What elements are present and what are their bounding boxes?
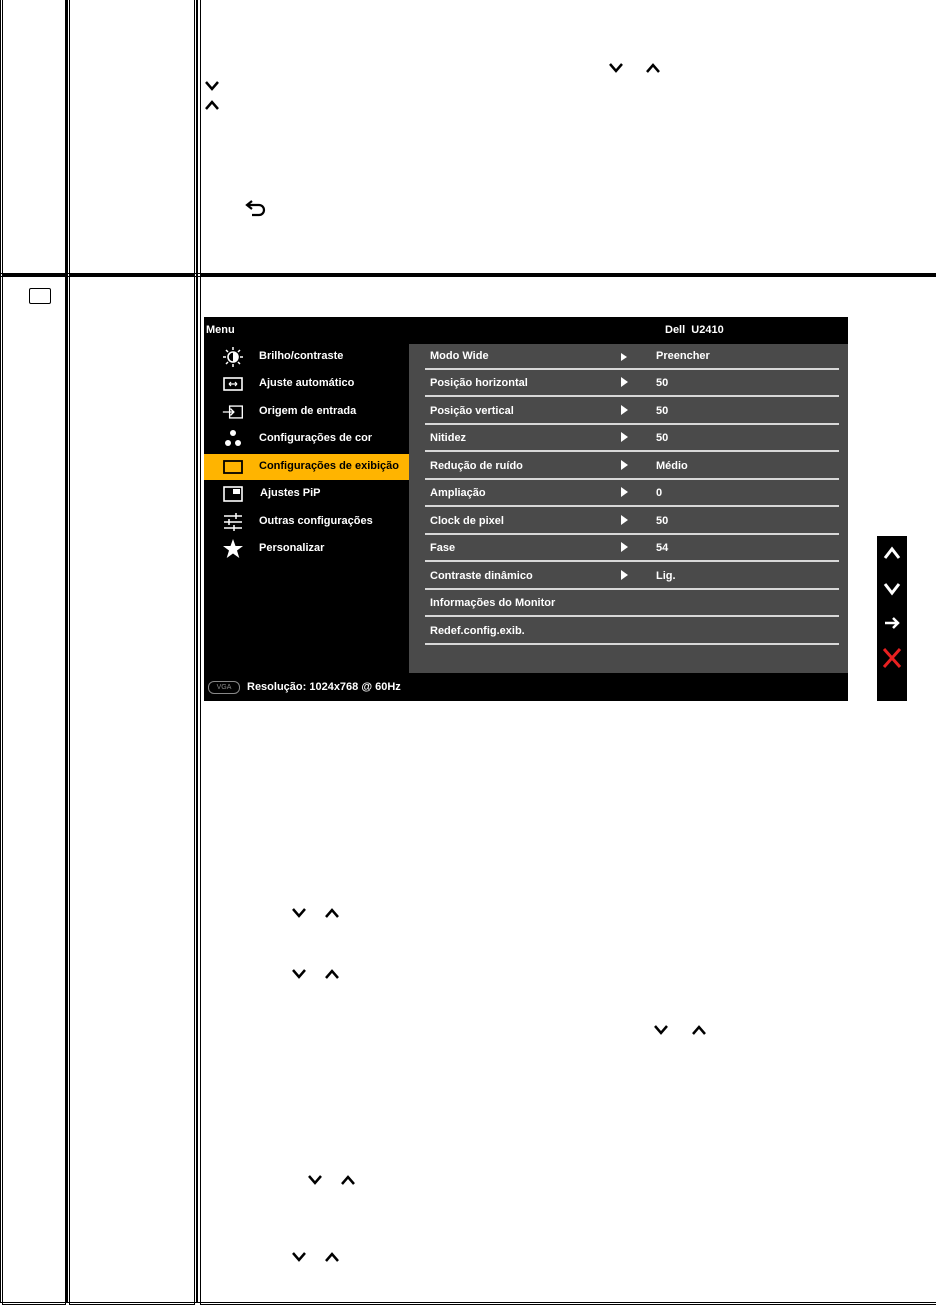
down-icon bbox=[653, 1024, 669, 1036]
menu-item-label: Personalizar bbox=[259, 542, 325, 554]
menu-item-other-settings[interactable] bbox=[204, 509, 409, 535]
osd-footer bbox=[204, 673, 848, 701]
submenu-arrow-icon bbox=[621, 487, 628, 497]
color-settings-icon bbox=[222, 429, 244, 449]
setting-name: Modo Wide bbox=[430, 350, 489, 362]
table-col-1-inner-top bbox=[0, 0, 68, 277]
down-icon bbox=[291, 968, 307, 980]
setting-value: 0 bbox=[656, 487, 663, 499]
star-icon bbox=[222, 539, 244, 559]
setting-row-dynamic-contrast[interactable] bbox=[425, 564, 839, 590]
menu-item-personalize[interactable] bbox=[204, 536, 409, 562]
menu-item-input-source[interactable] bbox=[204, 399, 409, 425]
back-icon bbox=[244, 200, 266, 220]
down-icon bbox=[608, 62, 624, 74]
menu-item-pip[interactable] bbox=[204, 481, 409, 507]
setting-row-vertical-position[interactable] bbox=[425, 399, 839, 425]
pip-icon bbox=[222, 484, 244, 504]
up-icon bbox=[324, 1251, 340, 1263]
setting-value: 50 bbox=[656, 377, 669, 389]
setting-name: Posição vertical bbox=[430, 405, 514, 417]
setting-name: Nitidez bbox=[430, 432, 467, 444]
submenu-arrow-icon bbox=[621, 460, 628, 470]
down-icon bbox=[307, 1174, 323, 1186]
setting-name: Contraste dinâmico bbox=[430, 570, 533, 582]
osd-title: Menu bbox=[206, 324, 235, 336]
menu-item-label: Origem de entrada bbox=[259, 405, 357, 417]
setting-name: Informações do Monitor bbox=[430, 597, 556, 609]
setting-row-horizontal-position[interactable] bbox=[425, 371, 839, 397]
down-icon[interactable] bbox=[882, 580, 902, 598]
down-icon bbox=[291, 907, 307, 919]
table-col-2-inner-bottom bbox=[69, 275, 195, 1305]
display-settings-icon bbox=[222, 457, 244, 477]
setting-value: Médio bbox=[656, 460, 688, 472]
setting-name: Ampliação bbox=[430, 487, 486, 499]
submenu-arrow-icon bbox=[621, 570, 628, 580]
setting-value: 50 bbox=[656, 405, 669, 417]
menu-item-label: Ajustes PiP bbox=[260, 487, 321, 499]
osd-menu bbox=[204, 317, 848, 701]
brightness-icon bbox=[222, 347, 244, 367]
menu-item-label: Brilho/contraste bbox=[259, 350, 344, 362]
up-icon[interactable] bbox=[882, 544, 902, 562]
setting-name: Posição horizontal bbox=[430, 377, 528, 389]
up-icon bbox=[691, 1024, 707, 1036]
down-icon bbox=[204, 80, 220, 92]
down-icon bbox=[291, 1251, 307, 1263]
table-col-3-inner-top bbox=[200, 0, 936, 275]
setting-row-pixel-clock[interactable] bbox=[425, 509, 839, 535]
table-col-1-inner-bottom bbox=[2, 275, 66, 1305]
osd-settings-panel bbox=[409, 344, 848, 673]
auto-adjust-icon bbox=[222, 374, 244, 394]
osd-model: Dell U2410 bbox=[665, 324, 724, 336]
setting-row-monitor-info[interactable] bbox=[425, 591, 839, 617]
submenu-arrow-icon bbox=[621, 405, 628, 415]
menu-item-label: Configurações de exibição bbox=[259, 460, 399, 472]
setting-name: Clock de pixel bbox=[430, 515, 504, 527]
osd-menu-list bbox=[204, 344, 409, 673]
resolution-text: Resolução: 1024x768 @ 60Hz bbox=[247, 681, 401, 693]
up-icon bbox=[340, 1174, 356, 1186]
menu-item-label: Ajuste automático bbox=[259, 377, 355, 389]
menu-item-brightness[interactable] bbox=[204, 344, 409, 370]
setting-value: Lig. bbox=[656, 570, 676, 582]
table-col-2-inner-top bbox=[69, 0, 195, 275]
submenu-arrow-icon bbox=[621, 542, 628, 552]
menu-item-label: Configurações de cor bbox=[259, 432, 373, 444]
display-settings-row-icon bbox=[29, 288, 51, 304]
menu-item-display-settings[interactable] bbox=[204, 454, 409, 480]
osd-button-bar bbox=[877, 536, 907, 701]
setting-row-zoom[interactable] bbox=[425, 481, 839, 507]
vga-icon: VGA bbox=[208, 681, 240, 694]
submenu-arrow-icon bbox=[621, 353, 627, 361]
setting-row-wide-mode[interactable] bbox=[425, 344, 839, 370]
menu-item-auto-adjust[interactable] bbox=[204, 371, 409, 397]
up-icon bbox=[324, 968, 340, 980]
setting-value: 50 bbox=[656, 515, 669, 527]
setting-row-phase[interactable] bbox=[425, 536, 839, 562]
setting-row-noise-reduction[interactable] bbox=[425, 454, 839, 480]
submenu-arrow-icon bbox=[621, 377, 628, 387]
setting-name: Redef.config.exib. bbox=[430, 625, 525, 637]
setting-name: Fase bbox=[430, 542, 456, 554]
setting-value: 50 bbox=[656, 432, 669, 444]
right-arrow-icon[interactable] bbox=[883, 615, 901, 631]
close-icon[interactable] bbox=[882, 647, 902, 669]
up-icon bbox=[645, 62, 661, 74]
setting-row-sharpness[interactable] bbox=[425, 426, 839, 452]
menu-item-color-settings[interactable] bbox=[204, 426, 409, 452]
menu-item-label: Outras configurações bbox=[259, 515, 373, 527]
setting-value: 54 bbox=[656, 542, 669, 554]
submenu-arrow-icon bbox=[621, 432, 628, 442]
up-icon bbox=[204, 99, 220, 111]
setting-row-reset-display[interactable] bbox=[425, 619, 839, 645]
submenu-arrow-icon bbox=[621, 515, 628, 525]
setting-value: Preencher bbox=[656, 350, 710, 362]
input-source-icon bbox=[222, 402, 244, 422]
other-settings-icon bbox=[222, 512, 244, 532]
up-icon bbox=[324, 907, 340, 919]
setting-name: Redução de ruído bbox=[430, 460, 523, 472]
